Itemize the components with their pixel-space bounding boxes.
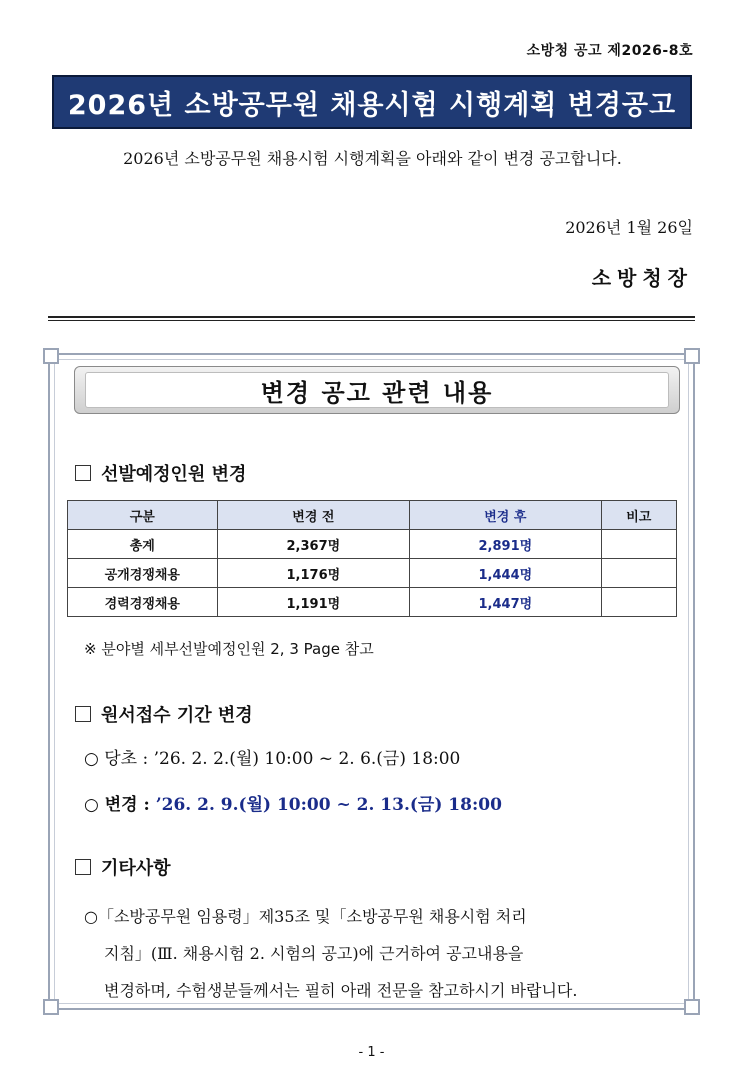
cell-category: 경력경쟁채용 [68, 588, 218, 617]
box-heading-frame [74, 366, 680, 414]
cell-after: 2,891명 [410, 530, 601, 559]
original-value: ’26. 2. 2.(월) 10:00 ~ 2. 6.(금) 18:00 [153, 749, 461, 769]
divider-line [48, 316, 695, 318]
quota-note: ※ 분야별 세부선발예정인원 2, 3 Page 참고 [84, 640, 374, 658]
table-row [68, 588, 677, 617]
title-banner [52, 75, 692, 129]
changed-label: ○ 변경 : [84, 795, 150, 815]
section-application-title: 원서접수 기간 변경 [75, 701, 253, 727]
table-row [68, 559, 677, 588]
corner-ornament-icon [43, 999, 59, 1015]
cell-after: 1,447명 [410, 588, 601, 617]
etc-paragraph [84, 898, 684, 1009]
col-header-before: 변경 전 [217, 501, 409, 530]
cell-remarks [601, 559, 676, 588]
corner-ornament-icon [684, 348, 700, 364]
col-header-category: 구분 [68, 501, 218, 530]
changed-value: ’26. 2. 9.(월) 10:00 ~ 2. 13.(금) 18:00 [155, 795, 502, 815]
cell-before: 2,367명 [217, 530, 409, 559]
checkbox-square-icon [75, 465, 91, 481]
corner-ornament-icon [684, 999, 700, 1015]
section-quota-title: 선발예정인원 변경 [75, 460, 246, 486]
cell-category: 공개경쟁채용 [68, 559, 218, 588]
cell-category: 총계 [68, 530, 218, 559]
cell-remarks [601, 588, 676, 617]
original-period [84, 744, 460, 769]
page-number: - 1 - [358, 1045, 385, 1060]
cell-before: 1,191명 [217, 588, 409, 617]
etc-line-2: 지침」(Ⅲ. 채용시험 2. 시험의 공고)에 근거하여 공고내용을 [104, 944, 524, 963]
box-heading: 변경 공고 관련 내용 [260, 378, 494, 407]
checkbox-square-icon [75, 706, 91, 722]
changed-period [84, 790, 502, 815]
intro-text: 2026년 소방공무원 채용시험 시행계획을 아래와 같이 변경 공고합니다. [123, 149, 622, 168]
col-header-after: 변경 후 [410, 501, 601, 530]
table-header-row [68, 501, 677, 530]
document-number: 소방청 공고 제2026-8호 [526, 43, 693, 59]
cell-after: 1,444명 [410, 559, 601, 588]
corner-ornament-icon [43, 348, 59, 364]
original-label: ○ 당초 : [84, 749, 149, 769]
issuer-name: 소방청장 [591, 266, 693, 290]
checkbox-square-icon [75, 859, 91, 875]
cell-remarks [601, 530, 676, 559]
col-header-remarks: 비고 [601, 501, 676, 530]
etc-line-3: 변경하며, 수험생분들께서는 필히 아래 전문을 참고하시기 바랍니다. [104, 981, 578, 1000]
announcement-date: 2026년 1월 26일 [565, 218, 693, 237]
divider-line-thin [48, 320, 695, 321]
etc-line-1: ○「소방공무원 임용령」제35조 및「소방공무원 채용시험 처리 [84, 907, 527, 926]
section-etc-title: 기타사항 [75, 854, 171, 880]
table-row [68, 530, 677, 559]
page-title: 2026년 소방공무원 채용시험 시행계획 변경공고 [67, 89, 677, 121]
quota-table [67, 500, 677, 617]
cell-before: 1,176명 [217, 559, 409, 588]
